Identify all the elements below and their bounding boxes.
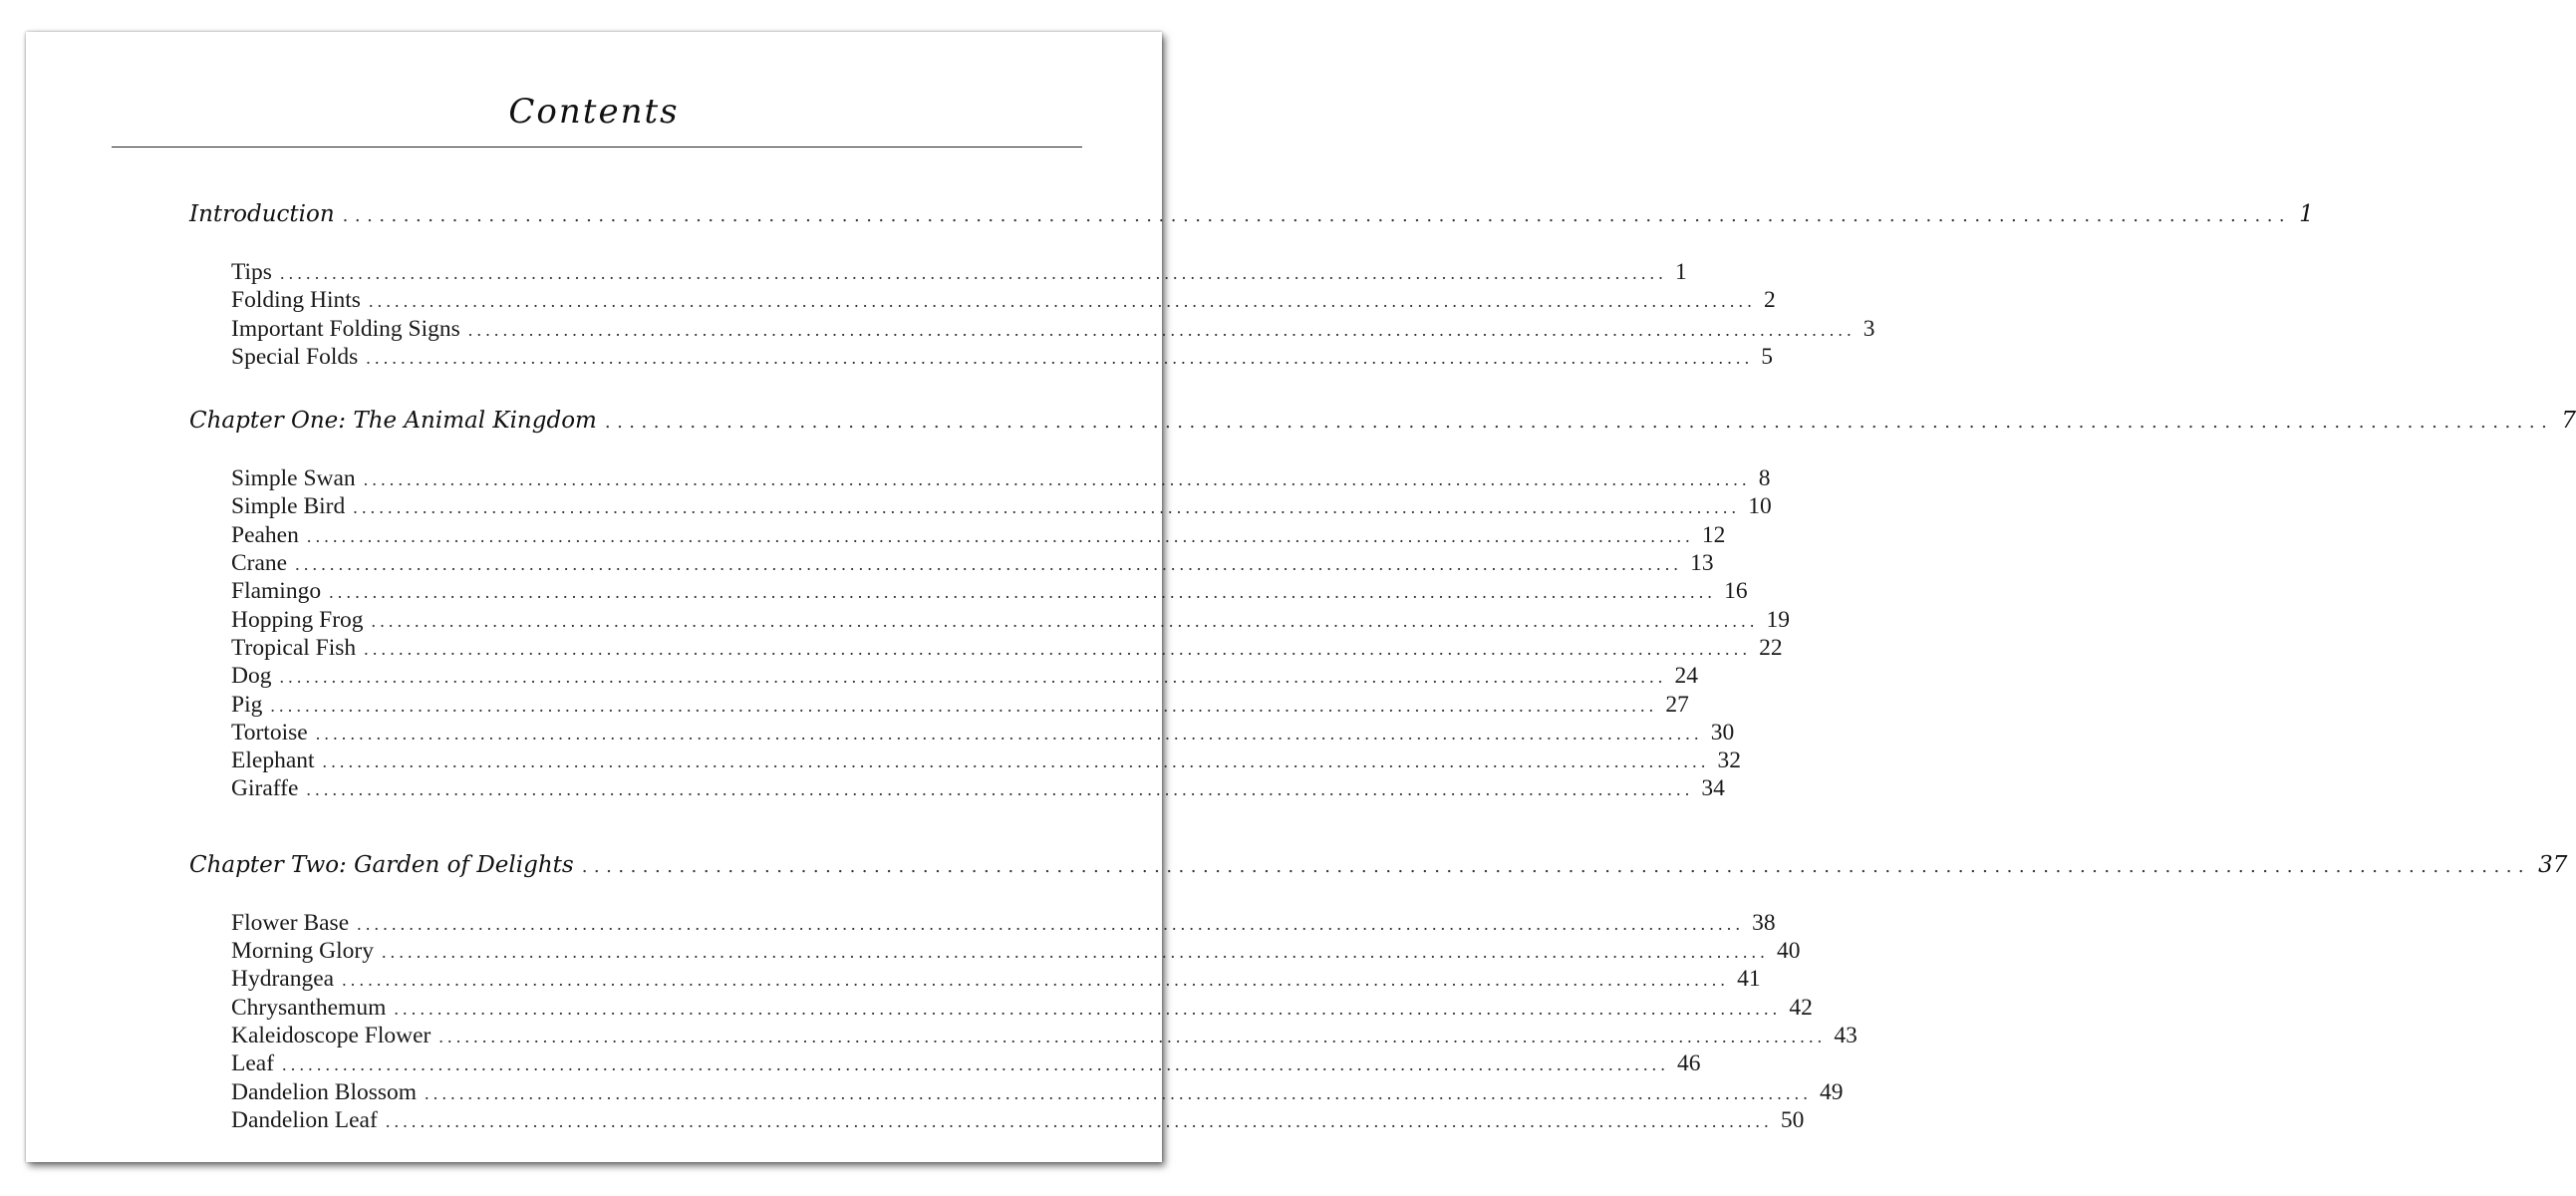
dot-leader: ................................................................................................................................................................ bbox=[394, 998, 1782, 1019]
entry-page-number: 19 bbox=[1766, 606, 1791, 633]
toc-entry[interactable] bbox=[191, 493, 1772, 521]
toc-entry[interactable] bbox=[191, 550, 1714, 578]
dot-leader: ................................................................................................................................................................ bbox=[322, 751, 1710, 772]
page-title: Contents bbox=[508, 92, 680, 132]
entry-page-number: 32 bbox=[1717, 748, 1742, 774]
entry-title: Dandelion Leaf bbox=[231, 1106, 378, 1133]
toc-entry[interactable] bbox=[191, 994, 1813, 1023]
toc-entry[interactable] bbox=[191, 578, 1748, 606]
dot-leader: ................................................................................................................................................................ bbox=[363, 469, 1751, 490]
toc-entry[interactable] bbox=[191, 315, 1875, 344]
entry-page-number: 2 bbox=[1763, 287, 1776, 314]
dot-leader: ................................................................................................................................................................ bbox=[329, 582, 1717, 603]
entry-title: Tropical Fish bbox=[231, 634, 357, 661]
dot-leader: ................................................................................................................................................................ bbox=[438, 1026, 1827, 1046]
dot-leader: ................................................................................................................................................................ bbox=[366, 347, 1754, 368]
dot-leader: ................................................................................................................................................................ bbox=[282, 1054, 1670, 1075]
entry-title: Hydrangea bbox=[231, 966, 335, 993]
entry-page-number: 1 bbox=[1674, 259, 1687, 285]
dot-leader: ................................................................................................................................................................ bbox=[425, 1082, 1813, 1103]
entry-page-number: 12 bbox=[1701, 521, 1726, 548]
entry-page-number: 3 bbox=[1862, 315, 1875, 342]
dot-leader: ................................................................................................................................................................ bbox=[368, 291, 1756, 312]
dot-leader: ................................................................................................................................................................ bbox=[385, 1110, 1773, 1131]
entry-title: Peahen bbox=[231, 521, 299, 548]
dot-leader: ................................................................................................................................................................ bbox=[364, 638, 1752, 659]
entry-page-number: 43 bbox=[1834, 1022, 1858, 1048]
document-page bbox=[26, 32, 2576, 1162]
entry-page-number: 16 bbox=[1724, 578, 1748, 605]
dot-leader: ................................................................................................................................................................ bbox=[381, 942, 1769, 963]
entry-page-number: 41 bbox=[1737, 966, 1761, 993]
dot-leader: ................................................................................................................................................................ bbox=[279, 263, 1667, 283]
entry-title: Tips bbox=[231, 259, 272, 285]
entry-page-number: 42 bbox=[1789, 994, 1813, 1021]
dot-leader: ................................................................................................................................................................ bbox=[270, 695, 1658, 716]
entry-title: Simple Swan bbox=[231, 465, 356, 492]
chapter-page-number: 7 bbox=[2561, 408, 2576, 435]
entry-page-number: 13 bbox=[1690, 550, 1714, 577]
toc-entry[interactable] bbox=[191, 691, 1689, 720]
entry-page-number: 27 bbox=[1665, 691, 1689, 718]
chapter-title: Chapter Two: Garden of Delights bbox=[189, 851, 574, 878]
toc-entry[interactable] bbox=[191, 663, 1698, 691]
entry-page-number: 30 bbox=[1710, 719, 1735, 746]
toc-entry[interactable] bbox=[191, 748, 1742, 775]
entry-page-number: 50 bbox=[1780, 1106, 1805, 1133]
entry-title: Dandelion Blossom bbox=[231, 1078, 418, 1105]
entry-title: Elephant bbox=[231, 748, 315, 774]
chapter-heading[interactable] bbox=[189, 408, 2576, 448]
chapter-heading[interactable] bbox=[189, 851, 2568, 892]
entry-page-number: 24 bbox=[1674, 663, 1698, 690]
toc-entry[interactable] bbox=[191, 343, 1774, 372]
dot-leader: ................................................................................................................................................................ bbox=[279, 667, 1667, 688]
toc-entry[interactable] bbox=[191, 606, 1791, 635]
toc-entry[interactable] bbox=[191, 1022, 1858, 1050]
entry-title: Simple Bird bbox=[231, 493, 346, 520]
entry-title: Dog bbox=[231, 663, 272, 690]
entry-page-number: 46 bbox=[1677, 1050, 1701, 1077]
chapter-page-number: 37 bbox=[2538, 851, 2568, 878]
entry-page-number: 5 bbox=[1761, 343, 1774, 370]
chapter-page-number: 1 bbox=[2299, 201, 2314, 227]
dot-leader: ................................................................................................................................................................ bbox=[342, 970, 1730, 991]
entry-page-number: 49 bbox=[1820, 1078, 1844, 1105]
toc-entry[interactable] bbox=[191, 1078, 1844, 1107]
entry-title: Hopping Frog bbox=[231, 606, 364, 633]
entry-title: Flamingo bbox=[231, 578, 322, 605]
entry-title: Chrysanthemum bbox=[231, 994, 387, 1021]
toc-entry[interactable] bbox=[191, 775, 1725, 803]
entry-page-number: 10 bbox=[1748, 493, 1772, 520]
entry-title: Flower Base bbox=[231, 909, 350, 936]
toc-entry[interactable] bbox=[191, 521, 1726, 550]
dot-leader: ................................................................................................................................................................ bbox=[295, 554, 1683, 575]
dot-leader: ................................................................................................................................................................ bbox=[581, 855, 2531, 877]
chapter-title: Introduction bbox=[189, 201, 335, 227]
toc-entry[interactable] bbox=[191, 938, 1801, 966]
entry-title: Tortoise bbox=[231, 719, 308, 746]
entry-title: Morning Glory bbox=[231, 938, 374, 965]
chapter-heading[interactable] bbox=[189, 201, 2314, 241]
entry-title: Important Folding Signs bbox=[231, 315, 460, 342]
dot-leader: ................................................................................................................................................................ bbox=[306, 779, 1694, 800]
toc-entry[interactable] bbox=[191, 966, 1761, 994]
toc-entry[interactable] bbox=[191, 909, 1776, 938]
toc-section-chapter-two bbox=[189, 851, 2568, 1135]
entry-page-number: 38 bbox=[1752, 909, 1776, 936]
dot-leader: ................................................................................................................................................................ bbox=[467, 319, 1856, 340]
entry-title: Pig bbox=[231, 691, 263, 718]
toc-section-introduction bbox=[189, 201, 2314, 372]
toc-entry[interactable] bbox=[191, 1050, 1701, 1078]
toc-entry[interactable] bbox=[191, 287, 1776, 315]
dot-leader: ................................................................................................................................................................ bbox=[357, 913, 1745, 934]
dot-leader: ................................................................................................................................................................ bbox=[342, 205, 2292, 226]
toc-section-chapter-one bbox=[189, 408, 2576, 804]
toc-entry[interactable] bbox=[191, 465, 1771, 493]
entry-title: Kaleidoscope Flower bbox=[231, 1022, 431, 1048]
entry-title: Leaf bbox=[231, 1050, 275, 1077]
toc-entry[interactable] bbox=[191, 634, 1783, 663]
dot-leader: ................................................................................................................................................................ bbox=[353, 497, 1741, 518]
dot-leader: ................................................................................................................................................................ bbox=[371, 610, 1759, 631]
entry-title: Folding Hints bbox=[231, 287, 361, 314]
entry-page-number: 8 bbox=[1758, 465, 1771, 492]
entry-page-number: 34 bbox=[1701, 775, 1725, 802]
entry-page-number: 22 bbox=[1759, 634, 1783, 661]
entry-title: Special Folds bbox=[231, 343, 359, 370]
chapter-title: Chapter One: The Animal Kingdom bbox=[189, 408, 597, 435]
toc-entry[interactable] bbox=[191, 719, 1735, 748]
dot-leader: ................................................................................................................................................................ bbox=[306, 525, 1694, 546]
entry-title: Giraffe bbox=[231, 775, 299, 802]
toc-entry[interactable] bbox=[191, 259, 1687, 287]
toc-entry[interactable] bbox=[191, 1106, 1805, 1135]
dot-leader: ................................................................................................................................................................ bbox=[604, 412, 2554, 434]
table-of-contents bbox=[189, 201, 2576, 1135]
entry-title: Crane bbox=[231, 550, 288, 577]
dot-leader: ................................................................................................................................................................ bbox=[315, 723, 1703, 744]
title-rule bbox=[112, 147, 1082, 148]
entry-page-number: 40 bbox=[1776, 938, 1801, 965]
